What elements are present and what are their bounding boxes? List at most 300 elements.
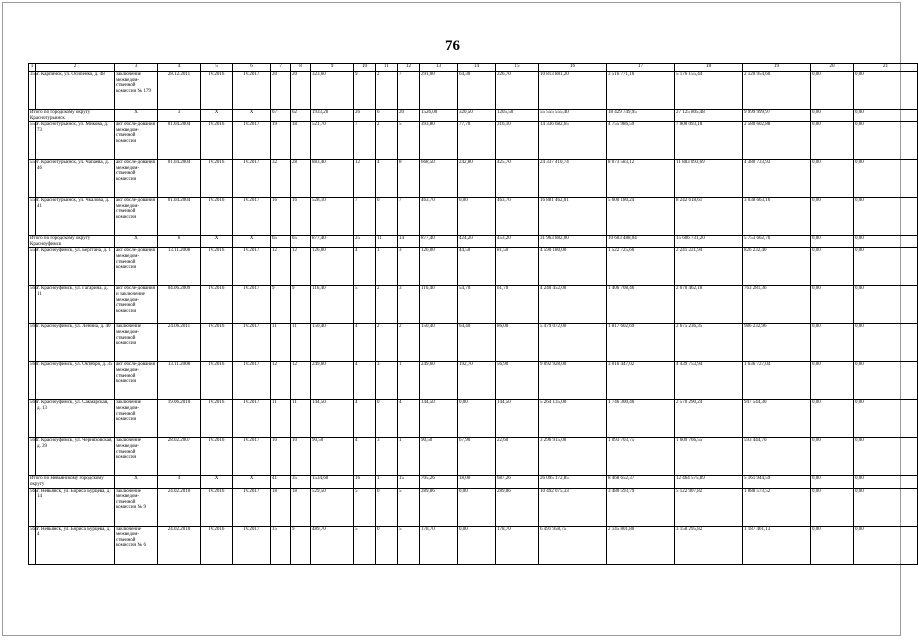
table-cell: 2 580 602,88 [743,122,811,160]
table-cell: 31 963 882,00 [539,236,607,248]
table-cell: 24.02.2010 [158,488,201,526]
table-cell: 2 570 290,24 [675,400,743,438]
table-cell: 393,80 [420,122,458,160]
table-cell: 0,00 [811,438,854,476]
table-cell: IV.2016 [201,160,233,198]
table-cell: 7 [354,122,376,160]
table-cell: г. Невьянск, ул. Бориса Бурцева, д. 14 [36,488,115,526]
table-cell: 24.06.2011 [158,324,201,362]
table-cell: 3 [158,110,201,122]
table-cell: 144,50 [496,400,539,438]
table-cell: заключение межведом-ственной комиссии [115,324,158,362]
table-cell: IV.2016 [201,438,233,476]
table-cell: 24.02.2010 [158,526,201,564]
table-cell: 560 [29,286,36,324]
column-number: 4 [158,64,201,72]
table-cell: 249,60 [311,362,354,400]
column-number: 6 [233,64,271,72]
table-cell: 4 240 452,00 [539,286,607,324]
table-cell: 86,00 [496,324,539,362]
table-cell: 61,70 [496,286,539,324]
table-cell: 1 187 461,13 [743,526,811,564]
table-cell: IV.2017 [233,362,271,400]
table-cell: 64,30 [458,72,496,110]
table-cell: акт обсле-дования межведом-ственной комиссии [115,362,158,400]
table-cell: г. Красноуфимск, ул. Берггана, д. 1 [36,248,115,286]
table-row [29,488,918,526]
table-cell: 12 [271,362,291,400]
table-cell: 1 609 766,55 [675,438,743,476]
table-cell: акт обсле-дования межведом-ственной комиссии [115,122,158,160]
subtotal-row [29,236,918,248]
table-cell: 04.06.2009 [158,286,201,324]
table-cell: 2 [376,286,398,324]
table-cell: 2 241 221,94 [675,248,743,286]
table-cell: 25 [354,236,376,248]
subtotal-label: Итого по Невьянскому городскому округу [29,476,115,488]
table-cell: 0,00 [854,438,918,476]
table-cell: IV.2017 [233,324,271,362]
table-cell: 877,40 [311,236,354,248]
table-cell: 4 [376,160,398,198]
table-cell: IV.2017 [233,248,271,286]
table-cell: 116,40 [311,286,354,324]
table-cell: 5 122 907,82 [675,488,743,526]
table-cell: 150,40 [420,324,458,362]
table-cell: 5 176 155,44 [675,72,743,110]
table-cell: 289,86 [496,488,539,526]
table-cell: 0,00 [811,236,854,248]
table-cell: 0,00 [854,476,918,488]
table-cell: 3 [398,286,420,324]
table-cell: 1 [376,248,398,286]
table-cell: 3 [376,362,398,400]
table-cell: 1 636 727,04 [743,362,811,400]
table-cell: 2 [376,324,398,362]
table-cell: 1 [398,438,420,476]
table-cell: 5 753 662,76 [743,236,811,248]
table-cell: 3 158 295,82 [675,526,743,564]
table-cell: 1933,20 [311,110,354,122]
table-cell: 0 [376,198,398,236]
table-cell: 3 516 771,16 [607,72,675,110]
column-number-row [29,64,918,72]
table-cell: г. Красноуфимск, ул. Сакмарская, д. 13 [36,400,115,438]
table-cell: 0,00 [811,400,854,438]
column-number: 10 [354,64,376,72]
table-cell: 11 [291,400,311,438]
table-cell: 593 444,70 [743,438,811,476]
table-cell: акт обсле-дования межведом-ственной комиссии [115,198,158,236]
table-cell: 1 [398,362,420,400]
table-cell: 5 [354,286,376,324]
table-cell: 0,00 [854,286,918,324]
table-cell: 2 145 801,80 [607,526,675,564]
table-cell: 289,86 [420,488,458,526]
table-cell: IV.2016 [201,122,233,160]
table-cell: 16 881 462,01 [539,198,607,236]
table-cell: 15 [271,526,291,564]
table-cell: 3 [398,248,420,286]
table-cell: 16 [354,476,376,488]
table-cell: 9 999 999,97 [743,110,811,122]
table-cell: 18 [291,122,311,160]
table-cell: 0,00 [811,526,854,564]
table-cell: 65 [271,236,291,248]
table-cell: 249,60 [420,362,458,400]
table-cell: 18 429 749,95 [607,110,675,122]
column-number: 9 [311,64,354,72]
table-row [29,160,918,198]
table-cell: 489,70 [311,526,354,564]
table-cell: 22,60 [496,438,539,476]
table-cell: 3 016 447,02 [607,362,675,400]
table-cell: X [115,110,158,122]
table-cell: 10 813 881,20 [539,72,607,110]
table-cell: 5 161 944,59 [743,476,811,488]
table-cell: 116,40 [420,286,458,324]
table-cell: 90,50 [420,438,458,476]
table-cell: IV.2017 [233,438,271,476]
column-number: 13 [420,64,458,72]
table-cell: 566 [29,526,36,564]
table-cell: 4 [354,324,376,362]
table-cell: 291,00 [420,72,458,110]
table-cell: заключение межведом-ственной комиссии № 9 [115,488,158,526]
column-number: 15 [496,64,539,72]
table-cell: 3 480 593,79 [607,488,675,526]
table-cell: 561 [29,324,36,362]
table-cell: 192,70 [458,362,496,400]
table-cell: 12 [291,362,311,400]
table-cell: 5 [354,488,376,526]
table-cell: 0,00 [811,248,854,286]
table-cell: 242,80 [458,160,496,198]
column-number: 21 [854,64,918,72]
table-cell: IV.2017 [233,198,271,236]
table-row [29,362,918,400]
subtotal-row [29,110,918,122]
table-cell: 12 [354,160,376,198]
table-cell: 178,70 [420,526,458,564]
table-cell: 9 092 928,00 [539,362,607,400]
table-cell: 2 120 954,60 [743,72,811,110]
table-cell: 144,50 [420,400,458,438]
table-row [29,286,918,324]
table-cell: 0,00 [854,122,918,160]
column-number: 19 [743,64,811,72]
table-row [29,438,918,476]
table-cell: 0,00 [811,362,854,400]
table-cell: 0,00 [854,110,918,122]
table-cell: IV.2016 [201,72,233,110]
table-cell: 28.12.2011 [158,72,201,110]
table-cell: 6 [376,110,398,122]
table-cell: 1205,50 [496,110,539,122]
table-cell: 26 095 172,85 [539,476,607,488]
table-cell: 668,50 [420,160,458,198]
table-cell: IV.2017 [233,122,271,160]
table-cell: 15 606 731,20 [675,236,743,248]
table-cell: 10 [271,438,291,476]
column-number: 18 [675,64,743,72]
table-cell: 425,70 [496,160,539,198]
table-cell: 18,00 [458,476,496,488]
table-cell: 01.04.2004 [158,122,201,160]
table-cell: 8 073 583,12 [607,160,675,198]
table-cell: 10 603 488,04 [607,236,675,248]
table-cell: 3 038 663,16 [743,198,811,236]
table-cell: 18 [271,488,291,526]
table-cell: 15 [398,476,420,488]
table-cell: 13.11.2008 [158,362,201,400]
table-cell: X [201,236,233,248]
table-cell: 0,00 [854,324,918,362]
table-cell: 5 [398,122,420,160]
table-cell: IV.2017 [233,488,271,526]
table-cell: IV.2016 [201,526,233,564]
table-cell: 1 817 602,69 [607,324,675,362]
table-cell: 35 [291,476,311,488]
table-cell: 563 [29,400,36,438]
table-cell: 3 296 915,00 [539,438,607,476]
table-cell: 226,70 [496,72,539,110]
table-cell: 62 [291,110,311,122]
table-cell: 19.06.2010 [158,400,201,438]
table-cell: 463,70 [420,198,458,236]
table-cell: 126,00 [420,248,458,286]
table-cell: 424,20 [458,236,496,248]
table-cell: 4 [354,400,376,438]
table-cell: 0,00 [458,488,496,526]
table-cell: 0,00 [811,324,854,362]
table-cell: 10 [291,438,311,476]
table-cell: 0 [376,400,398,438]
table-cell: 1 522 725,66 [607,248,675,286]
table-cell: 5 [398,526,420,564]
table-cell: 126,00 [311,248,354,286]
table-cell: 0,00 [854,160,918,198]
table-cell: 8 242 618,61 [675,198,743,236]
table-cell: заключение межведом-ственной комиссии [115,400,158,438]
table-cell: 5 479 072,00 [539,324,607,362]
table-cell: 1526,00 [420,110,458,122]
table-cell: 877,40 [420,236,458,248]
table-cell: 44,50 [458,248,496,286]
table-cell: 14 [398,236,420,248]
table-cell: 564 [29,438,36,476]
table-cell: 2 [376,72,398,110]
table-cell: 2 [398,324,420,362]
table-cell: акт обсле-дования межведом-ственной комиссии [115,248,158,286]
table-cell: 16 [271,198,291,236]
table-row [29,248,918,286]
table-cell: 705,26 [420,476,458,488]
table-cell: 55 555 555,40 [539,110,607,122]
table-cell: 18 [291,488,311,526]
table-cell: IV.2017 [233,160,271,198]
table-cell: г. Краснотурьинск, ул. Микова, д. 73 [36,122,115,160]
table-cell: 0,00 [854,362,918,400]
table-cell: 316,10 [496,122,539,160]
table-cell: 01.04.2004 [158,198,201,236]
table-cell: 528,10 [311,198,354,236]
table-cell: 0,00 [811,110,854,122]
table-cell: IV.2016 [201,362,233,400]
table-cell: X [115,476,158,488]
table-cell: 4 380 733,93 [743,160,811,198]
table-cell: 12 [271,248,291,286]
table-cell: 77,70 [458,122,496,160]
table-cell: 41 [271,476,291,488]
table-cell: 0,00 [854,72,918,110]
table-cell: 565 [29,488,36,526]
table-cell: 178,70 [496,526,539,564]
table-cell: 32 [271,160,291,198]
table-cell: г. Красноуфимск, ул. Ленина, д. 40 [36,324,115,362]
table-cell: 320,50 [458,110,496,122]
table-cell: 5 [398,488,420,526]
subtotal-label: Итого по городскому округу Краснотурьинск [29,110,115,122]
table-cell: 1 406 708,46 [607,286,675,324]
table-cell: 11 [291,324,311,362]
table-cell: г. Краснотурьинск, ул. Чкалова, д. 41 [36,198,115,236]
table-row [29,324,918,362]
table-cell: 81,50 [496,248,539,286]
table-cell: 763 281,36 [743,286,811,324]
column-number: 5 [201,64,233,72]
column-number: 8 [291,64,311,72]
table-cell: 11 883 093,69 [675,160,743,198]
table-cell: IV.2016 [201,286,233,324]
table-cell: 9 [354,72,376,110]
table-cell: 144,50 [311,400,354,438]
table-cell: 826 232,40 [743,248,811,286]
table-cell: 556 [29,122,36,160]
table-cell: 64,40 [458,324,496,362]
column-number: 7 [271,64,291,72]
table-cell: 67,90 [458,438,496,476]
table-cell: 0,00 [458,198,496,236]
table-cell: г. Карпинск, ул. Осипенко, д. 48 [36,72,115,110]
table-cell: IV.2016 [201,400,233,438]
table-cell: 0,00 [811,72,854,110]
table-cell: заключение межведом-ственной комиссии № 179 [115,72,158,110]
table-cell: 28.02.2007 [158,438,201,476]
table-cell: 947 544,30 [743,400,811,438]
table-cell: 20 [291,72,311,110]
table-cell: X [233,476,271,488]
table-cell: 562 [29,362,36,400]
table-cell: IV.2017 [233,286,271,324]
table-cell: 355 [29,72,36,110]
table-cell: 10 492 075,33 [539,488,607,526]
table-cell: IV.2016 [201,324,233,362]
table-cell: 4 [354,362,376,400]
table-cell: 2 675 236,35 [675,324,743,362]
table-cell: 0,00 [811,476,854,488]
table-cell: IV.2017 [233,400,271,438]
table-cell: 5 264 135,00 [539,400,607,438]
table-cell: г. Красноуфимск, ул. Октября, д. 35 [36,362,115,400]
table-cell: X [233,110,271,122]
table-cell: 0,00 [854,198,918,236]
table-cell: 27 125 805,48 [675,110,743,122]
column-number: 17 [607,64,675,72]
table-cell: 0,00 [854,488,918,526]
column-number: 14 [458,64,496,72]
table-cell: 453,20 [496,236,539,248]
table-cell: 4 [158,476,201,488]
table-cell: 5 [354,526,376,564]
table-cell: 9 [291,526,311,564]
table-cell: 0,00 [811,488,854,526]
table-cell: 986 232,96 [743,324,811,362]
table-cell: г. Краснотурьинск, ул. Чапаева, д. 46 [36,160,115,198]
table-cell: акт обсле-дования межведом-ственной комиссии [115,160,158,198]
table-cell: 687,26 [496,476,539,488]
table-cell: 2 070 462,18 [675,286,743,324]
table-cell: 19 [271,122,291,160]
table-row [29,122,918,160]
table-cell: 9 [271,286,291,324]
table-cell: 26 [354,110,376,122]
table-cell: заключение межведом-ственной комиссии № 6 [115,526,158,564]
table-cell: X [201,476,233,488]
table-cell: 24 337 410,74 [539,160,607,198]
table-cell: 3 [376,438,398,476]
table-cell: IV.2017 [233,526,271,564]
table-cell: 9 [291,286,311,324]
table-cell: 4 [354,248,376,286]
table-cell: 0,00 [811,122,854,160]
table-cell: 7 000 093,18 [675,122,743,160]
table-cell: 5 600 180,24 [607,198,675,236]
table-cell: 7 [398,198,420,236]
table-cell: X [233,236,271,248]
table-cell: заключение межведом-ственной комиссии [115,438,158,476]
table-cell: акт обсле-дования и заключение межведом-ственной комиссии [115,286,158,324]
table-cell: 11 [271,400,291,438]
table-cell: 0,00 [854,248,918,286]
table-cell: 1 746 300,46 [607,400,675,438]
table-cell: 0,00 [811,198,854,236]
subtotal-label: Итого по городскому округу Красноуфимск [29,236,115,248]
table-cell: IV.2016 [201,198,233,236]
table-cell: 0,00 [854,236,918,248]
table-cell: 0,00 [811,160,854,198]
table-cell: 8 468 652,37 [607,476,675,488]
table-cell: 4 439 753,94 [675,362,743,400]
table-cell: 0,00 [458,526,496,564]
table-cell: 90,50 [311,438,354,476]
table-cell: 7 [354,198,376,236]
table-cell: 12 464 575,89 [675,476,743,488]
table-cell: 463,70 [496,198,539,236]
table-cell: 1534,60 [311,476,354,488]
table-cell: 54,70 [458,286,496,324]
table-cell: 4 590 180,00 [539,248,607,286]
table-cell: 1 093 703,75 [607,438,675,476]
table-cell: 558 [29,198,36,236]
table-cell: 56,90 [496,362,539,400]
column-number: 1 [29,64,36,72]
table-row [29,198,918,236]
table-cell: 521,70 [311,122,354,160]
table-cell: г. Красноуфимск, ул. Гагарина, д. 11 [36,286,115,324]
subtotal-row [29,476,918,488]
table-cell: IV.2017 [233,72,271,110]
